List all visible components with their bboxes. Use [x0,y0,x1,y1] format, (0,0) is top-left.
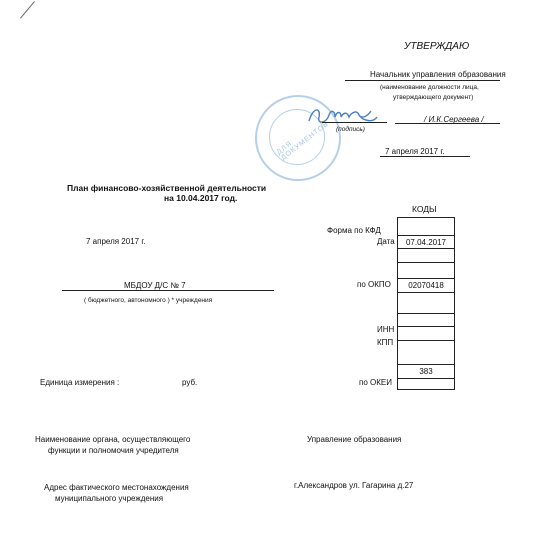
stamp-seal: ДЛЯ ДОКУМЕНТОВ [255,95,341,181]
plan-year: на 10.04.2017 год. [164,193,238,203]
position-hint-1: (наименование должности лица, [380,84,479,91]
signer-underline [395,123,500,124]
institution-name: МБДОУ Д/С № 7 [124,281,186,290]
inn-label: ИНН [377,325,395,334]
pen-stroke [20,1,35,18]
unit-value: руб. [182,378,198,387]
address-label-1: Адрес фактического местонахождения [44,483,189,492]
codes-header: КОДЫ [412,204,437,214]
organ-value: Управление образования [307,435,402,444]
okei-label: по ОКЕИ [359,378,392,387]
address-label-2: муниципального учреждения [55,494,164,503]
form-kfd-label: Форма по КФД [327,226,381,235]
address-value: г.Александров ул. Гагарина д.27 [294,481,414,490]
position-hint-2: утверждающего документ) [393,94,474,101]
okei-code-value: 383 [419,367,433,376]
signer-name: / И.К.Сергеева / [424,115,484,124]
institution-underline [62,290,274,291]
okpo-code-value: 02070418 [408,281,444,290]
organ-label-1: Наименование органа, осуществляющего [35,435,191,444]
approval-date-underline [380,156,470,157]
plan-title: План финансово-хозяйственной деятельности [67,183,267,193]
unit-label: Единица измерения : [40,378,120,387]
position-underline [345,80,500,81]
signature-underline [322,122,387,123]
date-label: Дата [377,237,395,246]
date-code-value: 07.04.2017 [405,238,447,247]
signature-hint: (подпись) [336,126,365,133]
approval-title: УТВЕРЖДАЮ [404,41,470,52]
approval-date: 7 апреля 2017 г. [385,147,445,156]
kpp-label: КПП [377,338,394,347]
okpo-label: по ОКПО [357,280,391,289]
plan-date: 7 апреля 2017 г. [86,237,146,246]
institution-hint: ( бюджетного, автономного ) * учреждения [84,297,213,304]
approval-position: Начальник управления образования [370,70,506,79]
organ-label-2: функции и полномочия учредителя [48,446,179,455]
codes-table [397,217,455,390]
